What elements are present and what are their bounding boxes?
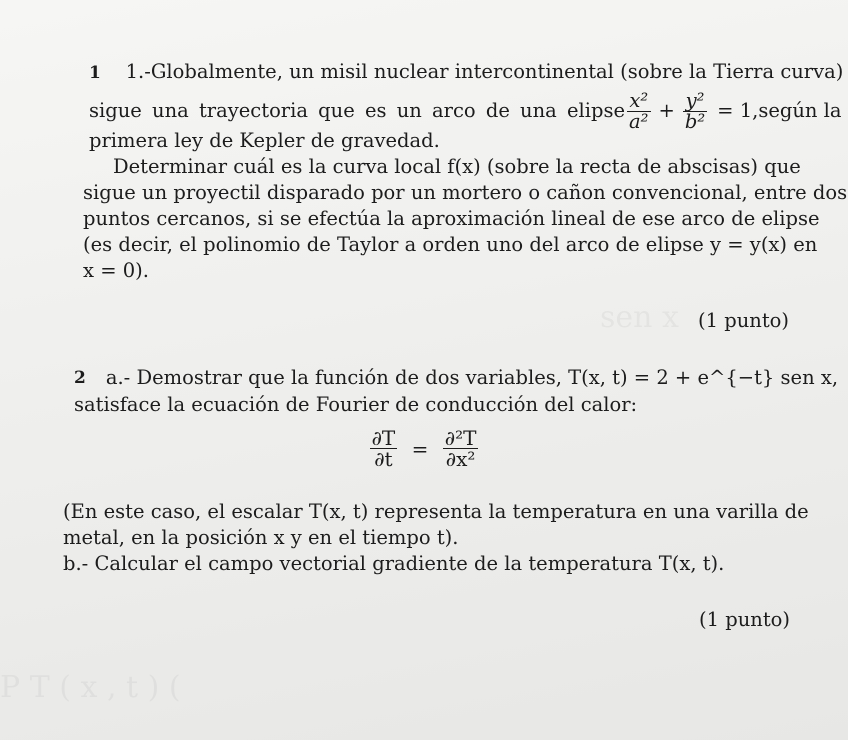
fraction-x2-a2 <box>627 88 650 133</box>
problem-2-points: (1 punto) <box>699 608 790 631</box>
problem-1-number: 1 <box>89 63 101 83</box>
paragraph-line: Determinar cuál es la curva local f(x) (sobre la recta de abscisas) que <box>113 155 801 178</box>
problem-1-line-1 <box>89 60 844 85</box>
plus-sign: + <box>658 99 675 122</box>
problem-2-part-b <box>63 552 724 576</box>
problem-1-text-line-2-end: según la <box>758 99 842 122</box>
fraction-dT-dt <box>370 428 398 469</box>
problem-2-text-line-1: a.- Demostrar que la función de dos variables, T(x, t) = 2 + e^{−t} sen x, <box>105 366 839 389</box>
note-line: (En este caso, el escalar T(x, t) representa la temperatura en una varilla de <box>63 500 809 523</box>
problem-1-paragraph-2-line-3 <box>83 207 820 231</box>
equals-sign: = <box>411 436 429 461</box>
problem-1-paragraph-2-line-1 <box>113 155 801 179</box>
fraction-denominator: b² <box>684 109 706 133</box>
fraction-numerator: ∂T <box>371 426 396 450</box>
fraction-d2T-dx2 <box>443 428 479 469</box>
problem-2-note-line-2 <box>63 526 458 550</box>
problem-1-paragraph-2-line-4 <box>83 233 818 257</box>
problem-2-line-2 <box>74 393 637 417</box>
show-through-marks <box>600 300 679 335</box>
equation-rhs: = 1, <box>717 99 759 122</box>
problem-2-note-line-1 <box>63 500 809 524</box>
problem-2-line-1 <box>74 366 839 390</box>
fraction-numerator: x² <box>627 91 650 112</box>
problem-1-text-line-1: 1.-Globalmente, un misil nuclear intercontinental (sobre la Tierra curva) <box>125 60 844 83</box>
problem-1-text-line-3: primera ley de Kepler de gravedad. <box>89 129 440 152</box>
problem-1-paragraph-2-line-5 <box>83 259 149 283</box>
ellipse-equation <box>625 88 759 133</box>
show-through-marks <box>0 670 181 705</box>
problem-1-points: (1 punto) <box>698 309 789 332</box>
paragraph-line: puntos cercanos, si se efectúa la aproximación lineal de ese arco de elipse <box>83 207 820 230</box>
note-line: metal, en la posición x y en el tiempo t). <box>63 526 459 549</box>
problem-1-line-3 <box>89 129 440 153</box>
paragraph-line: sigue un proyectil disparado por un mortero o cañon convencional, entre dos <box>83 181 848 204</box>
fraction-denominator: a² <box>629 109 649 133</box>
problem-2-text-line-2: satisface la ecuación de Fourier de conducción del calor: <box>74 393 638 416</box>
fourier-equation <box>0 428 848 469</box>
problem-1-paragraph-2-line-2 <box>83 181 848 205</box>
fraction-denominator: ∂t <box>374 447 393 471</box>
part-b-text: b.- Calcular el campo vectorial gradiente de la temperatura T(x, t). <box>63 552 725 575</box>
fraction-y2-b2 <box>683 88 707 133</box>
fraction-numerator: ∂²T <box>444 426 477 450</box>
fraction-denominator: ∂x² <box>445 447 476 471</box>
problem-1-text-line-2: sigue una trayectoria que es un arco de una elipse <box>89 99 626 122</box>
fraction-numerator: y² <box>683 91 707 112</box>
paragraph-line: x = 0). <box>83 259 149 282</box>
problem-2-number: 2 <box>74 368 86 388</box>
paragraph-line: (es decir, el polinomio de Taylor a orden uno del arco de elipse y = y(x) en <box>83 233 818 256</box>
